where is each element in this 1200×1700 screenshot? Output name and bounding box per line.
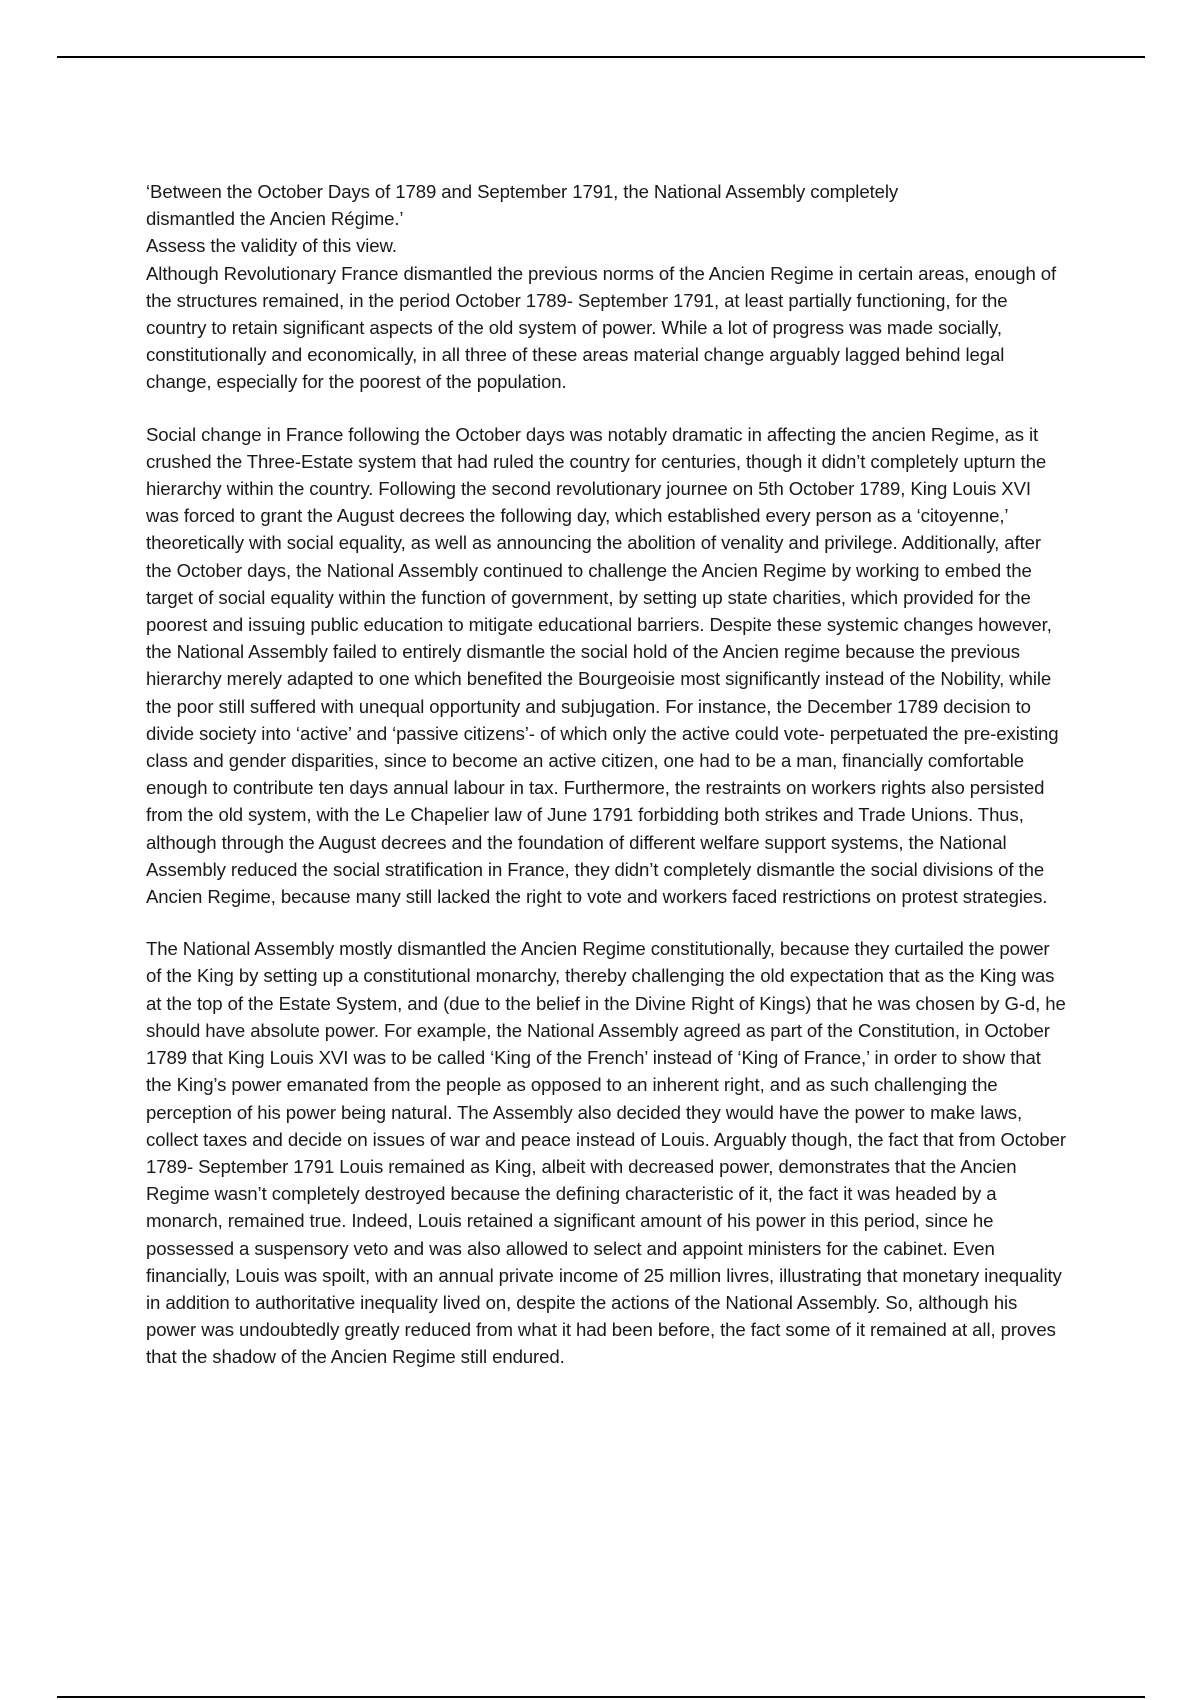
question-instruction: Assess the validity of this view. (146, 235, 397, 257)
question-line-1: ‘Between the October Days of 1789 and September 1791, the National Assembly completely (146, 181, 899, 202)
bottom-rule (57, 1696, 1145, 1698)
top-rule (57, 56, 1145, 58)
paragraph-constitutional-change: The National Assembly mostly dismantled the Ancien Regime constitutionally, because they curtailed the power of the King by setting up a constitutional monarchy, thereby challenging the old expectation that as the King was at the top of the Estate System, and (due to the belief in the Divine Right of Kings) that he was chosen by G-d, he should have absolute power. For example, the National Assembly agreed as part of the Constitution, in October 1789 that King Louis XVI was to be called ‘King of the French’ instead of ‘King of France,’ in order to show that the King’s power emanated from the people as opposed to an inherent right, and as such challenging the perception of his power being natural. The Assembly also decided they would have the power to make laws, collect taxes and decide on issues of war and peace instead of Louis. Arguably though, the fact that from October 1789- September 1791 Louis remained as King, albeit with decreased power, demonstrates that the Ancien Regime wasn’t completely destroyed because the defining characteristic of it, the fact it was headed by a monarch, remained true. Indeed, Louis retained a significant amount of his power in this period, since he possessed a suspensory veto and was also allowed to select and appoint ministers for the cabinet. Even financially, Louis was spoilt, with an annual private income of 25 million livres, illustrating that monetary inequality in addition to authoritative inequality lived on, despite the actions of the National Assembly. So, although his power was undoubtedly greatly reduced from what it had been before, the fact some of it remained at all, proves that the shadow of the Ancien Regime still endured. (146, 938, 1066, 1368)
document-body (146, 178, 1066, 1396)
paragraph-introduction: Although Revolutionary France dismantled the previous norms of the Ancien Regime in certain areas, enough of the structures remained, in the period October 1789- September 1791, at least partially functioning, for the country to retain significant aspects of the old system of power. While a lot of progress was made socially, constitutionally and economically, in all three of these areas material change arguably lagged behind legal change, especially for the poorest of the population. (146, 262, 1057, 393)
paragraph-social-change: Social change in France following the October days was notably dramatic in affecting the ancien Regime, as it crushed the Three-Estate system that had ruled the country for centuries, though it didn’t completely upturn the hierarchy within the country. Following the second revolutionary journee on 5th October 1789, King Louis XVI was forced to grant the August decrees the following day, which established every person as a ‘citoyenne,’ theoretically with social equality, as well as announcing the abolition of venality and privilege. Additionally, after the October days, the National Assembly continued to challenge the Ancien Regime by working to embed the target of social equality within the function of government, by setting up state charities, which provided for the poorest and issuing public education to mitigate educational barriers. Despite these systemic changes however, the National Assembly failed to entirely dismantle the social hold of the Ancien regime because the previous hierarchy merely adapted to one which benefited the Bourgeoisie most significantly instead of the Nobility, while the poor still suffered with unequal opportunity and subjugation. For instance, the December 1789 decision to divide society into ‘active’ and ‘passive citizens’- of which only the active could vote- perpetuated the pre-existing class and gender disparities, since to become an active citizen, one had to be a man, financially comfortable enough to contribute ten days annual labour in tax. Furthermore, the restraints on workers rights also persisted from the old system, with the Le Chapelier law of June 1791 forbidding both strikes and Trade Unions. Thus, although through the August decrees and the foundation of different welfare support systems, the National Assembly reduced the social stratification in France, they didn’t completely dismantle the social divisions of the Ancien Regime, because many still lacked the right to vote and workers faced restrictions on protest strategies. (146, 423, 1059, 908)
question-line-2: dismantled the Ancien Régime.’ (146, 208, 404, 230)
essay-question (146, 178, 1066, 260)
